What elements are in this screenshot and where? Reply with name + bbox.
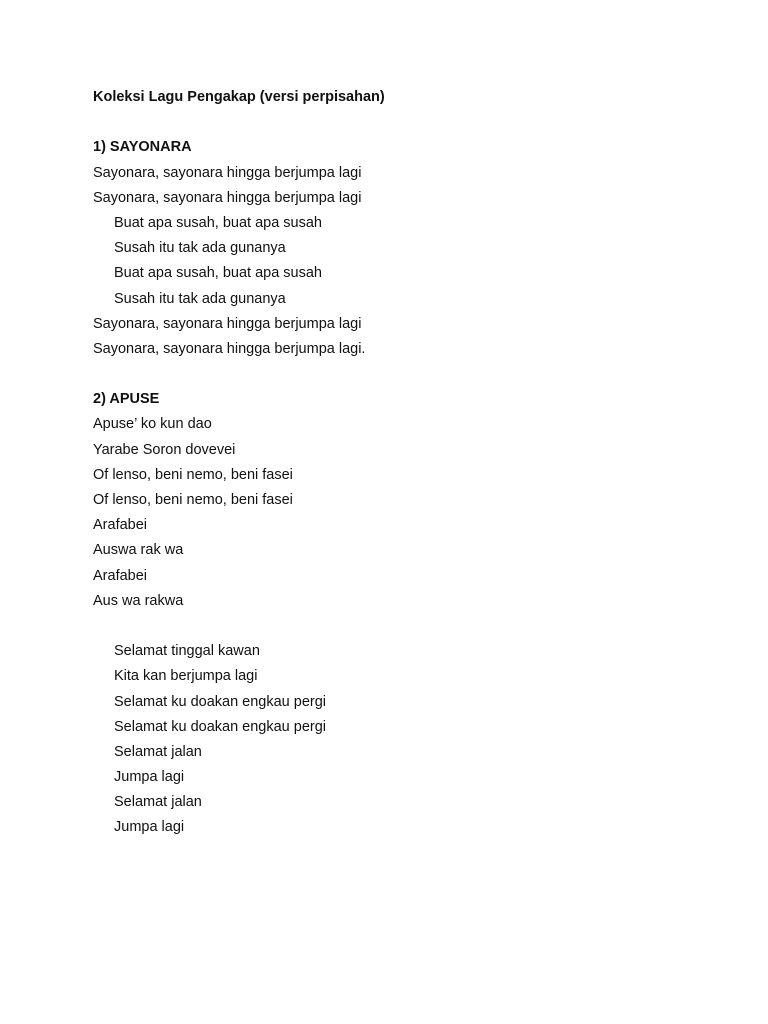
lyric-line: Sayonara, sayonara hingga berjumpa lagi — [93, 315, 362, 332]
lyric-line: Jumpa lagi — [114, 769, 185, 786]
lyric-line: Jumpa lagi — [114, 819, 185, 836]
blank-line — [93, 362, 733, 387]
blank-line — [93, 614, 733, 639]
lyric-line: Sayonara, sayonara hingga berjumpa lagi. — [93, 340, 366, 357]
song-heading-sayonara: 1) SAYONARA — [93, 139, 192, 156]
lyric-line: Selamat jalan — [114, 743, 202, 760]
lyric-line: Susah itu tak ada gunanya — [114, 290, 286, 307]
lyric-line: Sayonara, sayonara hingga berjumpa lagi — [93, 189, 362, 206]
lyric-line: Sayonara, sayonara hingga berjumpa lagi — [93, 164, 362, 181]
lyric-line: Buat apa susah, buat apa susah — [114, 214, 322, 231]
lyric-line: Apuse’ ko kun dao — [93, 416, 212, 433]
lyric-line: Aus wa rakwa — [93, 592, 184, 609]
lyric-line: Kita kan berjumpa lagi — [114, 668, 258, 685]
lyric-line: Yarabe Soron dovevei — [93, 441, 236, 458]
lyric-line: Of lenso, beni nemo, beni fasei — [93, 492, 293, 508]
lyric-line: Arafabei — [93, 517, 148, 534]
lyric-line: Susah itu tak ada gunanya — [114, 240, 286, 257]
document-page — [93, 85, 733, 841]
lyric-line: Selamat jalan — [114, 794, 202, 811]
song-heading-apuse: 2) APUSE — [93, 391, 160, 408]
lyric-line: Arafabei — [93, 567, 148, 584]
lyric-line: Selamat ku doakan engkau pergi — [114, 693, 327, 710]
blank-line — [93, 110, 733, 135]
lyric-line: Buat apa susah, buat apa susah — [114, 265, 322, 282]
document-title: Koleksi Lagu Pengakap (versi perpisahan) — [93, 89, 385, 105]
lyric-line: Auswa rak wa — [93, 542, 184, 559]
lyric-line: Of lenso, beni nemo, beni fasei — [93, 466, 293, 483]
lyric-line: Selamat tinggal kawan — [114, 643, 260, 660]
lyric-line: Selamat ku doakan engkau pergi — [114, 718, 327, 735]
